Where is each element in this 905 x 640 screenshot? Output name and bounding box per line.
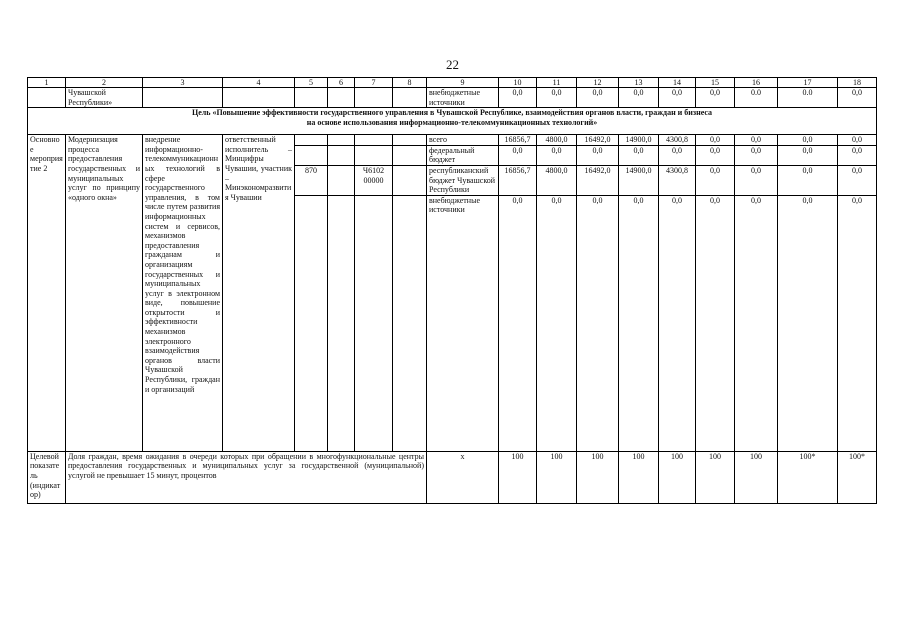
value-cell: 0,0	[619, 88, 659, 108]
value-cell: 100	[619, 451, 659, 503]
value-cell: 0.0	[778, 88, 838, 108]
program-table	[27, 77, 877, 504]
indicator-row	[28, 451, 877, 503]
column-number-3: 3	[143, 78, 223, 88]
value-cell: 4800,0	[537, 135, 577, 146]
column-number-8: 8	[393, 78, 427, 88]
value-cell: 100*	[778, 451, 838, 503]
value-cell: 0,0	[537, 145, 577, 165]
value-cell: 16856,7	[499, 135, 537, 146]
value-cell: 100	[696, 451, 735, 503]
column-number-1: 1	[28, 78, 66, 88]
value-cell: 0,0	[778, 165, 838, 195]
value-cell: 0,0	[499, 88, 537, 108]
value-cell: 0,0	[838, 195, 877, 451]
value-cell: 0,0	[659, 88, 696, 108]
indicator-text: Доля граждан, время ожидания в очереди которых при обращении в многофункциональные центры предоставления государственных и муниципальных услуг за государственной (муниципальной) услугой не превышает 15 минут, процентов	[66, 451, 427, 503]
value-cell: 0,0	[696, 145, 735, 165]
table-row	[28, 135, 877, 146]
value-cell: 16856,7	[499, 165, 537, 195]
measure-description: внедрение информационно-телекоммуникационных технологий в сфере государственного управления, в том числе путем развития информационных систем и сервисов, механизмов предоставления гражданам и организациям государственных и муниципальных услуг в электронном виде, повышение открытости и эффективности механизмов электронного взаимодействия органов власти Чувашской Республики, граждан и организаций	[143, 135, 223, 452]
value-cell: 0,0	[735, 135, 778, 146]
column-number-18: 18	[838, 78, 877, 88]
column-number-12: 12	[577, 78, 619, 88]
source-cell: всего	[427, 135, 499, 146]
value-cell: 0.0	[735, 88, 778, 108]
value-cell: 0,0	[619, 145, 659, 165]
table-row	[28, 88, 877, 108]
value-cell: 100	[537, 451, 577, 503]
column-number-11: 11	[537, 78, 577, 88]
page-number: 22	[446, 57, 459, 72]
value-cell: 0,0	[696, 88, 735, 108]
column-number-4: 4	[223, 78, 295, 88]
value-cell: 100	[499, 451, 537, 503]
goal-line-2: на основе использования информационно-телекоммуникационных технологий»	[306, 118, 598, 128]
goal-line-1: Цель «Повышение эффективности государственного управления в Чувашской Республике, взаимодействия органов власти, граждан и бизнеса	[191, 108, 713, 118]
value-cell: 0,0	[537, 88, 577, 108]
value-cell: 0,0	[778, 145, 838, 165]
value-cell: 0,0	[838, 88, 877, 108]
goal-row	[28, 108, 877, 135]
column-number-6: 6	[328, 78, 355, 88]
value-cell: 16492,0	[577, 165, 619, 195]
value-cell: 0,0	[696, 195, 735, 451]
value-cell: 0,0	[577, 195, 619, 451]
value-cell: 0,0	[696, 135, 735, 146]
goal-title	[28, 108, 877, 135]
value-cell: 0,0	[735, 145, 778, 165]
column-number-13: 13	[619, 78, 659, 88]
column-number-15: 15	[696, 78, 735, 88]
value-cell: 0,0	[778, 135, 838, 146]
value-cell: 100	[735, 451, 778, 503]
indicator-x: x	[427, 451, 499, 503]
value-cell: 16492,0	[577, 135, 619, 146]
value-cell: 14900,0	[619, 135, 659, 146]
value-cell: 0,0	[499, 195, 537, 451]
source-cell: федеральный бюджет	[427, 145, 499, 165]
header-row	[28, 78, 877, 88]
source-cell: республиканский бюджет Чувашской Республики	[427, 165, 499, 195]
value-cell: 0,0	[659, 195, 696, 451]
measure-label: Основное мероприятие 2	[28, 135, 66, 452]
value-cell: 0,0	[838, 145, 877, 165]
column-number-9: 9	[427, 78, 499, 88]
column-number-16: 16	[735, 78, 778, 88]
value-cell: 4800,0	[537, 165, 577, 195]
value-cell: 100	[577, 451, 619, 503]
value-cell: 4300,8	[659, 165, 696, 195]
column-number-5: 5	[295, 78, 328, 88]
value-cell: 0,0	[735, 195, 778, 451]
column-number-2: 2	[66, 78, 143, 88]
value-cell: 100	[659, 451, 696, 503]
value-cell: 0,0	[778, 195, 838, 451]
value-cell: 0,0	[659, 145, 696, 165]
column-number-10: 10	[499, 78, 537, 88]
value-cell: 0,0	[619, 195, 659, 451]
value-cell: 0,0	[499, 145, 537, 165]
value-cell: 0,0	[696, 165, 735, 195]
column-number-7: 7	[355, 78, 393, 88]
column-number-14: 14	[659, 78, 696, 88]
source-cell: внебюджетные источники	[427, 195, 499, 451]
target-code-cell: Ч6102 00000	[355, 165, 393, 195]
indicator-label: Целевой показатель (индикатор)	[28, 451, 66, 503]
column-number-17: 17	[778, 78, 838, 88]
value-cell: 0,0	[537, 195, 577, 451]
value-cell: 0,0	[577, 88, 619, 108]
value-cell: 0,0	[735, 165, 778, 195]
value-cell: 14900,0	[619, 165, 659, 195]
cell: Чувашской Республики»	[66, 88, 143, 108]
source-cell: внебюджетные источники	[427, 88, 499, 108]
value-cell: 4300,8	[659, 135, 696, 146]
value-cell: 0,0	[838, 165, 877, 195]
measure-name: Модернизация процесса предоставления государственных и муниципальных услуг по принципу «одного окна»	[66, 135, 143, 452]
measure-executor: ответственный исполнитель – Минцифры Чувашии, участник – Минэкономразвития Чувашии	[223, 135, 295, 452]
value-cell: 0,0	[577, 145, 619, 165]
gov-code-cell: 870	[295, 165, 328, 195]
value-cell: 0,0	[838, 135, 877, 146]
value-cell: 100*	[838, 451, 877, 503]
